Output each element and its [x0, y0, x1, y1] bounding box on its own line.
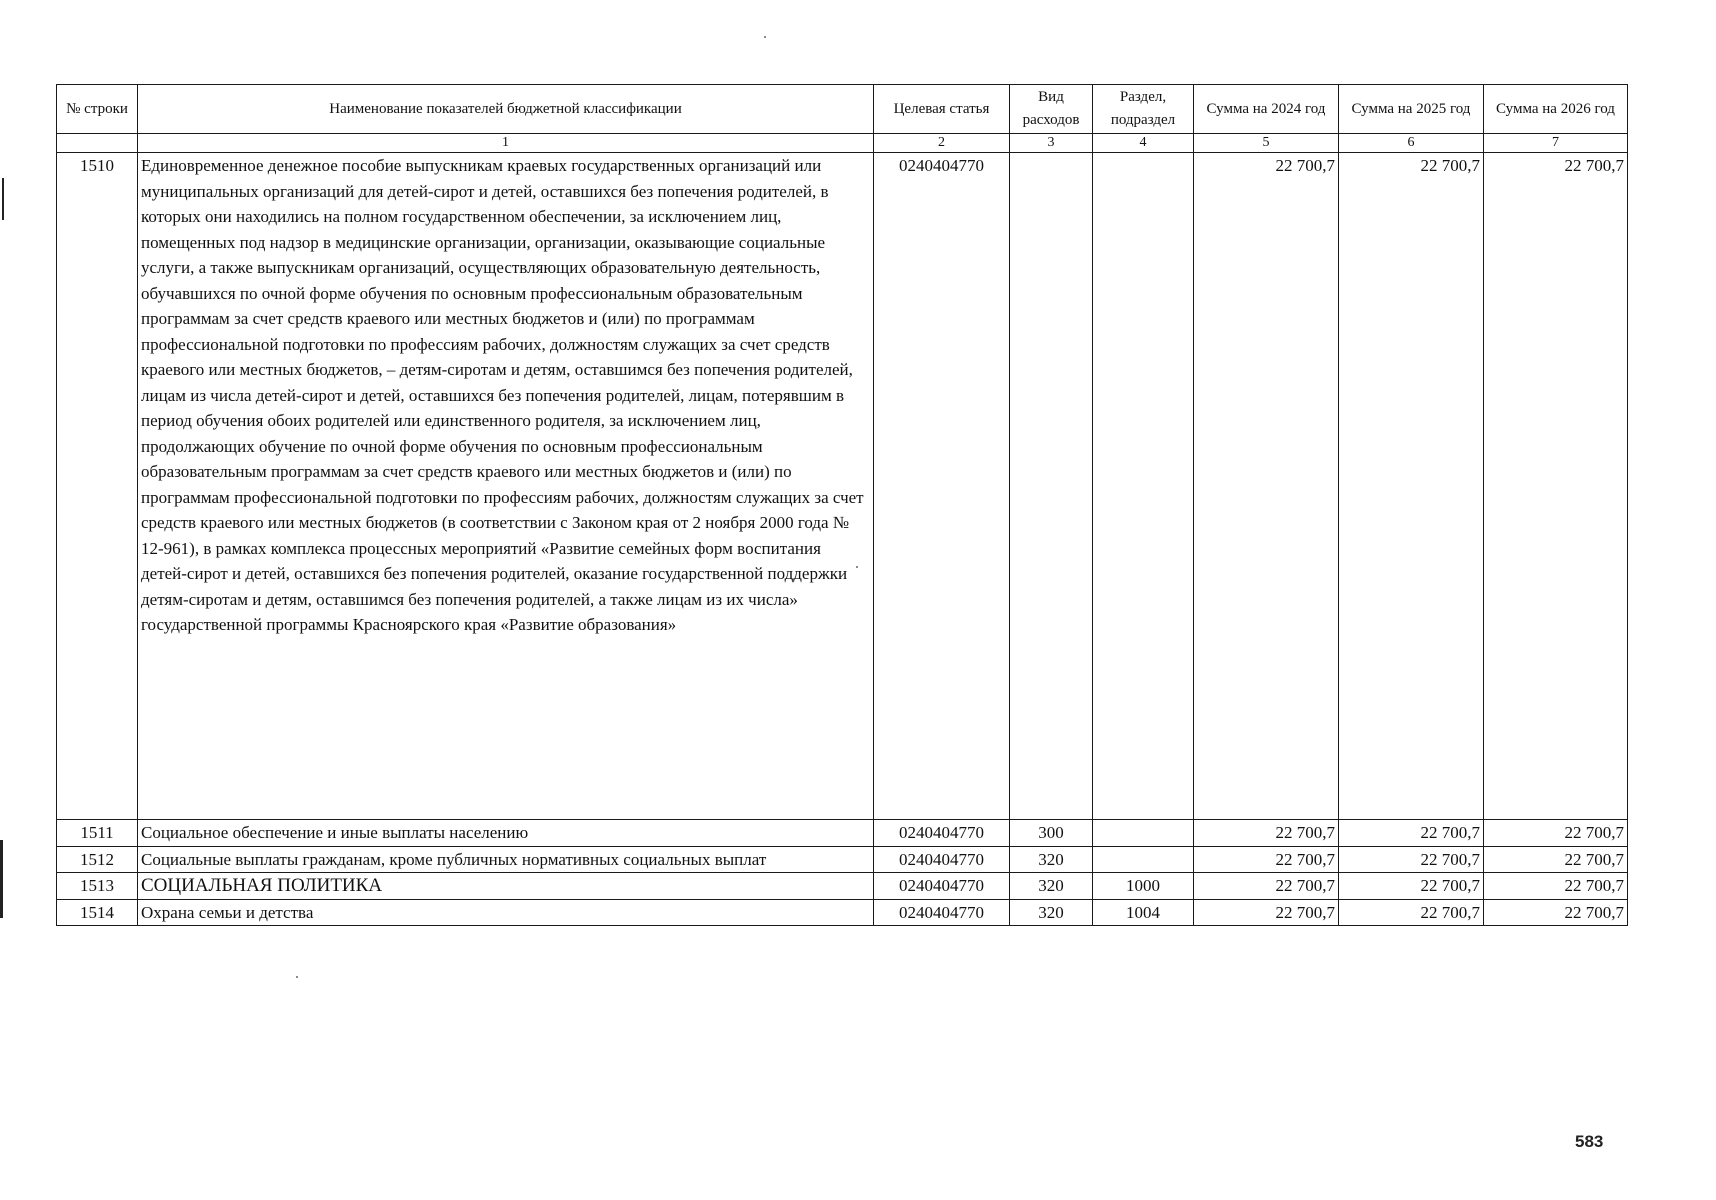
table-row	[57, 846, 1628, 873]
header-row	[57, 85, 1628, 134]
row-sum-2024: 22 700,7	[1194, 153, 1339, 820]
header-sum-2026: Сумма на 2026 год	[1484, 85, 1628, 134]
row-expense-type	[1010, 153, 1093, 820]
scan-dot	[856, 566, 858, 568]
column-number: 1	[138, 134, 874, 153]
row-section	[1093, 846, 1194, 873]
row-number: 1514	[57, 899, 138, 926]
row-section: 1000	[1093, 873, 1194, 900]
row-target: 0240404770	[874, 153, 1010, 820]
row-section: 1004	[1093, 899, 1194, 926]
row-sum-2025: 22 700,7	[1339, 899, 1484, 926]
row-target: 0240404770	[874, 873, 1010, 900]
row-expense-type: 320	[1010, 873, 1093, 900]
row-name: Единовременное денежное пособие выпускникам краевых государственных организаций или муниципальных организаций для детей-сирот и детей, оставшихся без попечения родителей, в которых они находились на полном государственном обеспечении, за исключением лиц, помещенных под надзор в медицинские организации, организации, оказывающие социальные услуги, а также выпускникам организаций, осуществляющих образовательную деятельность, обучавшихся по очной форме обучения по основным профессиональным образовательным программам за счет средств краевого или местных бюджетов и (или) по программам профессиональной подготовки по профессиям рабочих, должностям служащих за счет средств краевого или местных бюджетов, – детям-сиротам и детям, оставшимся без попечения родителей, лицам из числа детей-сирот и детей, оставшихся без попечения родителей, лицам, потерявшим в период обучения обоих родителей или единственного родителя, за исключением лиц, продолжающих обучение по очной форме обучения по основным профессиональным образовательным программам за счет средств краевого или местных бюджетов и (или) по программам профессиональной подготовки по профессиям рабочих, должностям служащих за счет средств краевого или местных бюджетов (в соответствии с Законом края от 2 ноября 2000 года № 12-961), в рамках комплекса процессных мероприятий «Развитие семейных форм воспитания детей-сирот и детей, оставшихся без попечения родителей, оказание государственной поддержки детям-сиротам и детям, оставшимся без попечения родителей, а также лицам из их числа» государственной программы Красноярского края «Развитие образования»	[138, 153, 874, 820]
row-sum-2024: 22 700,7	[1194, 820, 1339, 847]
table-row	[57, 153, 1628, 820]
row-section	[1093, 153, 1194, 820]
row-sum-2025: 22 700,7	[1339, 820, 1484, 847]
row-name: Охрана семьи и детства	[138, 899, 874, 926]
header-sum-2024: Сумма на 2024 год	[1194, 85, 1339, 134]
row-sum-2025: 22 700,7	[1339, 873, 1484, 900]
header-name: Наименование показателей бюджетной классификации	[138, 85, 874, 134]
row-target: 0240404770	[874, 899, 1010, 926]
row-sum-2026: 22 700,7	[1484, 899, 1628, 926]
scan-dot	[296, 976, 298, 978]
row-target: 0240404770	[874, 820, 1010, 847]
row-number: 1511	[57, 820, 138, 847]
scan-mark-left	[2, 178, 4, 220]
column-number: 7	[1484, 134, 1628, 153]
column-number: 2	[874, 134, 1010, 153]
row-expense-type: 320	[1010, 846, 1093, 873]
column-number: 4	[1093, 134, 1194, 153]
row-expense-type: 320	[1010, 899, 1093, 926]
row-target: 0240404770	[874, 846, 1010, 873]
row-expense-type: 300	[1010, 820, 1093, 847]
page-number: 583	[1575, 1132, 1604, 1151]
row-number: 1510	[57, 153, 138, 820]
row-sum-2026: 22 700,7	[1484, 820, 1628, 847]
header-sum-2025: Сумма на 2025 год	[1339, 85, 1484, 134]
row-sum-2024: 22 700,7	[1194, 899, 1339, 926]
column-number: 5	[1194, 134, 1339, 153]
header-expense-type: Вид расходов	[1010, 85, 1093, 134]
row-number: 1513	[57, 873, 138, 900]
header-section: Раздел, подраздел	[1093, 85, 1194, 134]
header-row-no: № строки	[57, 85, 138, 134]
row-sum-2024: 22 700,7	[1194, 873, 1339, 900]
table-row	[57, 820, 1628, 847]
budget-table	[56, 84, 1628, 926]
row-sum-2024: 22 700,7	[1194, 846, 1339, 873]
table-row	[57, 873, 1628, 900]
table-row	[57, 899, 1628, 926]
row-name: СОЦИАЛЬНАЯ ПОЛИТИКА	[138, 873, 874, 900]
row-name: Социальное обеспечение и иные выплаты населению	[138, 820, 874, 847]
row-section	[1093, 820, 1194, 847]
scan-mark-left	[0, 840, 3, 918]
column-number: 3	[1010, 134, 1093, 153]
row-name: Социальные выплаты гражданам, кроме публичных нормативных социальных выплат	[138, 846, 874, 873]
row-sum-2025: 22 700,7	[1339, 846, 1484, 873]
row-sum-2026: 22 700,7	[1484, 153, 1628, 820]
row-sum-2026: 22 700,7	[1484, 846, 1628, 873]
row-sum-2026: 22 700,7	[1484, 873, 1628, 900]
column-number-row	[57, 134, 1628, 153]
row-number: 1512	[57, 846, 138, 873]
scan-dot	[764, 36, 766, 38]
column-number: 6	[1339, 134, 1484, 153]
column-number	[57, 134, 138, 153]
header-target: Целевая статья	[874, 85, 1010, 134]
row-sum-2025: 22 700,7	[1339, 153, 1484, 820]
